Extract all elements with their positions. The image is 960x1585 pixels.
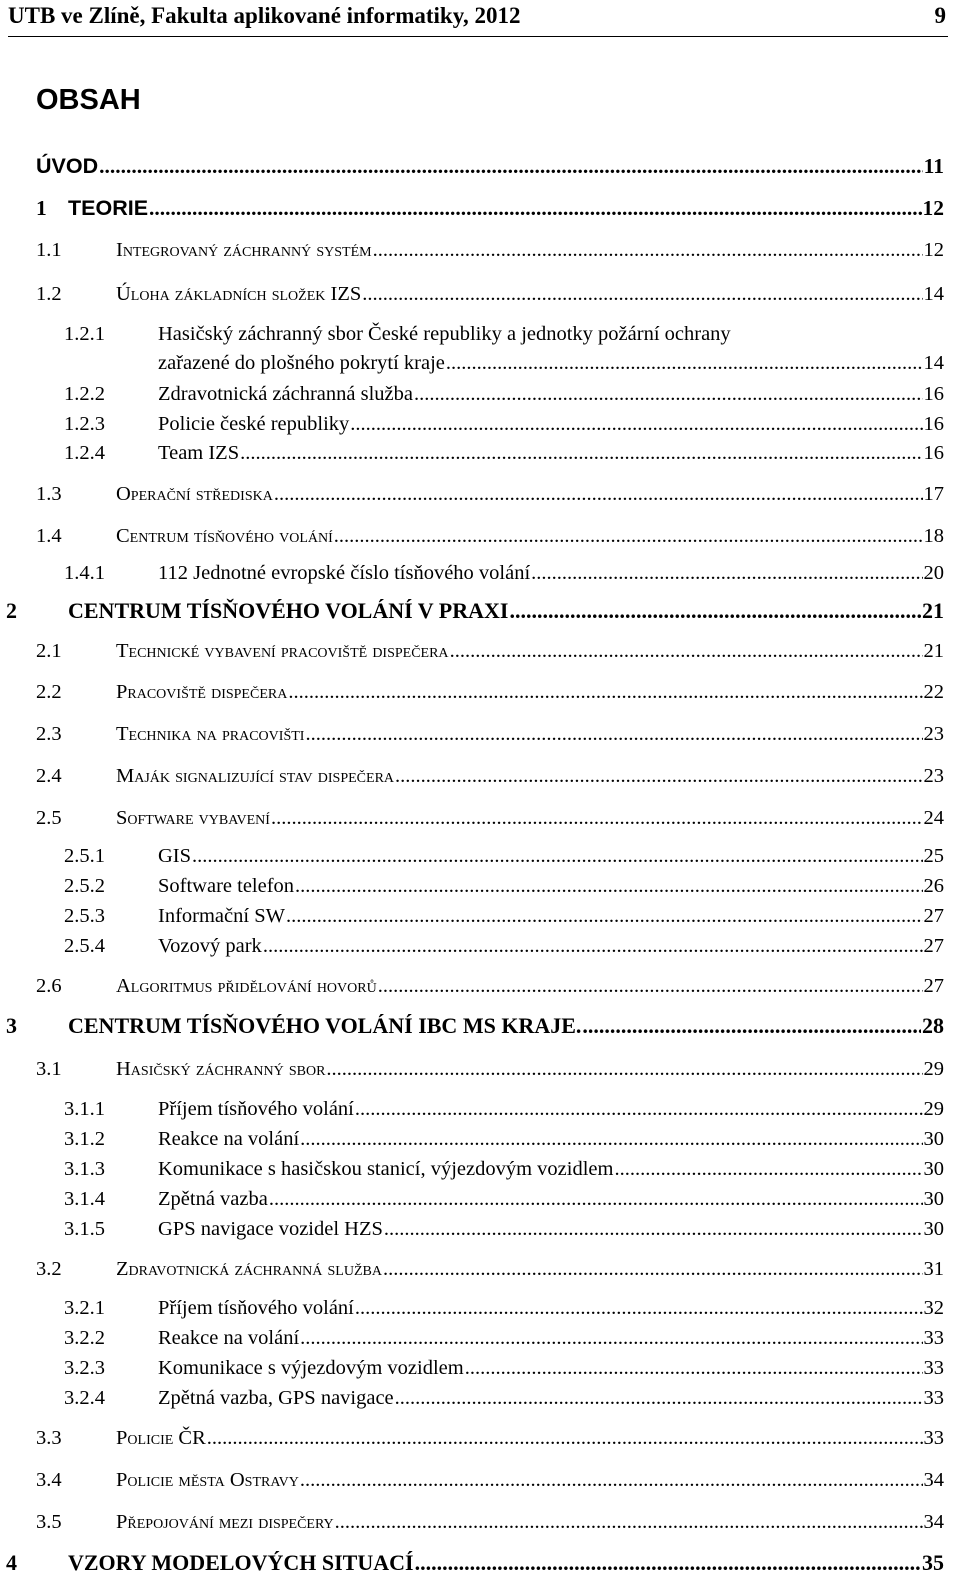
toc-entry-title: Příjem tísňového volání xyxy=(158,1297,354,1319)
toc-entry-number: 2.5.2 xyxy=(64,875,105,897)
toc-entry-3-2-2[interactable] xyxy=(64,1324,944,1352)
toc-entry-number: 1.2.4 xyxy=(64,442,105,464)
toc-leader xyxy=(509,597,921,625)
toc-entry-title: GIS xyxy=(158,845,192,867)
toc-entry-1-2[interactable] xyxy=(36,280,944,308)
toc-entry-number: 3.2.3 xyxy=(64,1357,105,1379)
toc-entry-page: 16 xyxy=(923,442,944,464)
toc-entry-3-1[interactable] xyxy=(36,1055,944,1083)
toc-leader xyxy=(286,902,923,930)
toc-leader xyxy=(355,1294,923,1322)
toc-entry-title: Zpětná vazba, GPS navigace xyxy=(158,1387,394,1409)
toc-entry-number: 2 xyxy=(6,598,17,623)
toc-leader xyxy=(465,1354,923,1382)
toc-entry-title: Vozový park xyxy=(158,935,262,957)
toc-entry-title: Zdravotnická záchranná služba xyxy=(116,1258,382,1280)
toc-entry-page: 25 xyxy=(923,845,944,867)
toc-entry-title: Hasičský záchranný sbor České republiky a jednotky požární ochrany xyxy=(158,323,731,345)
toc-entry-title: Algoritmus přidělování hovorů xyxy=(116,975,377,997)
toc-entry-2-2[interactable] xyxy=(36,678,944,706)
toc-entry-page: 30 xyxy=(923,1218,944,1240)
toc-leader xyxy=(149,194,921,222)
toc-entry-number: 1.2.2 xyxy=(64,383,105,405)
toc-entry-number: 3.1.4 xyxy=(64,1188,105,1210)
toc-entry-2-5-2[interactable] xyxy=(64,872,944,900)
toc-leader xyxy=(395,1384,923,1412)
toc-entry-page: 34 xyxy=(923,1511,944,1533)
toc-entry-3-2-3[interactable] xyxy=(64,1354,944,1382)
toc-entry-4[interactable] xyxy=(6,1549,944,1577)
toc-entry-number: 2.4 xyxy=(36,765,62,787)
toc-entry-number: 1.2 xyxy=(36,283,62,305)
toc-entry-1-2-4[interactable] xyxy=(64,439,944,467)
toc-entry-page: 27 xyxy=(923,935,944,957)
toc-entry-title: Příjem tísňového volání xyxy=(158,1098,354,1120)
toc-entry-1-2-1-line2[interactable] xyxy=(158,349,944,377)
toc-leader xyxy=(350,410,922,438)
toc-leader xyxy=(414,380,923,408)
toc-entry-title-continued: zařazené do plošného pokrytí kraje xyxy=(158,352,445,374)
toc-entry-page: 33 xyxy=(923,1387,944,1409)
toc-entry-number: 2.3 xyxy=(36,723,62,745)
toc-entry-title: Technika na pracovišti xyxy=(116,723,305,745)
toc-entry-title: TEORIE xyxy=(68,196,149,220)
toc-leader xyxy=(384,1215,923,1243)
toc-leader xyxy=(334,522,923,550)
toc-leader xyxy=(274,480,923,508)
toc-entry-title: Operační střediska xyxy=(116,483,273,505)
toc-entry-number: 3.1.3 xyxy=(64,1158,105,1180)
toc-entry-number: 3.5 xyxy=(36,1511,62,1533)
toc-entry-3-3[interactable] xyxy=(36,1424,944,1452)
toc-leader xyxy=(269,1185,923,1213)
toc-entry-title: Zdravotnická záchranná služba xyxy=(158,383,413,405)
toc-entry-page: 34 xyxy=(923,1469,944,1491)
toc-entry-number: 3.4 xyxy=(36,1469,62,1491)
toc-leader xyxy=(582,1012,921,1040)
toc-entry-number: 2.5.3 xyxy=(64,905,105,927)
toc-entry-2-4[interactable] xyxy=(36,762,944,790)
toc-entry-title: Zpětná vazba xyxy=(158,1188,268,1210)
toc-entry-title: Policie města Ostravy xyxy=(116,1469,299,1491)
toc-leader xyxy=(383,1255,923,1283)
toc-leader xyxy=(614,1155,922,1183)
toc-entry-number: 3.1 xyxy=(36,1058,62,1080)
toc-leader xyxy=(415,1549,921,1577)
toc-leader xyxy=(395,762,922,790)
toc-entry-page: 26 xyxy=(923,875,944,897)
toc-entry-number: 1.3 xyxy=(36,483,62,505)
toc-entry-number: 3.2 xyxy=(36,1258,62,1280)
toc-entry-title: CENTRUM TÍSŇOVÉHO VOLÁNÍ V PRAXI xyxy=(68,598,509,623)
toc-leader xyxy=(300,1324,922,1352)
toc-entry-2-5-4[interactable] xyxy=(64,932,944,960)
toc-entry-title: Komunikace s výjezdovým vozidlem xyxy=(158,1357,464,1379)
toc-entry-page: 21 xyxy=(922,598,944,623)
toc-leader xyxy=(240,439,922,467)
toc-entry-title: 112 Jednotné evropské číslo tísňového volání xyxy=(158,562,531,584)
toc-entry-page: 35 xyxy=(922,1550,944,1575)
toc-entry-number: 2.2 xyxy=(36,681,62,703)
toc-entry-title: VZORY MODELOVÝCH SITUACÍ xyxy=(68,1550,414,1575)
toc-entry-title: Reakce na volání xyxy=(158,1327,300,1349)
toc-entry-number: 1.1 xyxy=(36,239,62,261)
toc-entry-page: 14 xyxy=(923,352,944,374)
toc-entry-page: 29 xyxy=(923,1058,944,1080)
toc-entry-page: 33 xyxy=(923,1427,944,1449)
toc-entry-3-1-2[interactable] xyxy=(64,1125,944,1153)
toc-leader xyxy=(305,720,922,748)
toc-entry-1[interactable] xyxy=(36,194,944,222)
toc-entry-number: 2.5.1 xyxy=(64,845,105,867)
header-text: UTB ve Zlíně, Fakulta aplikované informatiky, 2012 xyxy=(8,3,521,28)
toc-entry-1-4[interactable] xyxy=(36,522,944,550)
toc-entry-title: Přepojování mezi dispečery xyxy=(116,1511,334,1533)
toc-entry-title: Komunikace s hasičskou stanicí, výjezdovým vozidlem xyxy=(158,1158,614,1180)
toc-leader xyxy=(207,1424,923,1452)
toc-entry-page: 30 xyxy=(923,1128,944,1150)
toc-leader xyxy=(378,972,923,1000)
toc-entry-page: 33 xyxy=(923,1357,944,1379)
toc-entry-page: 23 xyxy=(923,723,944,745)
toc-entry-number: 3.2.2 xyxy=(64,1327,105,1349)
toc-entry-1-2-1-line1[interactable] xyxy=(64,320,944,348)
toc-entry-number: 1.2.3 xyxy=(64,413,105,435)
toc-leader xyxy=(362,280,922,308)
toc-entry-page: 12 xyxy=(922,196,944,220)
toc-entry-2[interactable] xyxy=(6,597,944,625)
toc-entry-page: 30 xyxy=(923,1188,944,1210)
toc-entry-title: GPS navigace vozidel HZS xyxy=(158,1218,383,1240)
toc-entry-number: 3 xyxy=(6,1013,17,1038)
toc-leader xyxy=(300,1466,923,1494)
toc-entry-title: Software telefon xyxy=(158,875,295,897)
toc-entry-number: 2.5 xyxy=(36,807,62,829)
toc-leader xyxy=(295,872,922,900)
toc-entry-page: 11 xyxy=(923,154,944,178)
toc-entry-page: 33 xyxy=(923,1327,944,1349)
toc-leader xyxy=(373,236,923,264)
toc-entry-number: 3.3 xyxy=(36,1427,62,1449)
toc-entry-title: Maják signalizující stav dispečera xyxy=(116,765,395,787)
toc-leader xyxy=(192,842,922,870)
toc-leader xyxy=(300,1125,922,1153)
toc-entry-number: 2.1 xyxy=(36,640,62,662)
toc-entry-number: 1.4.1 xyxy=(64,562,105,584)
toc-entry-page: 24 xyxy=(923,807,944,829)
toc-entry-page: 32 xyxy=(923,1297,944,1319)
toc-entry-page: 27 xyxy=(923,975,944,997)
toc-entry-2-3[interactable] xyxy=(36,720,944,748)
toc-entry-title: Team IZS xyxy=(158,442,240,464)
header-page-number: 9 xyxy=(934,3,946,28)
toc-leader xyxy=(263,932,923,960)
toc-entry-page: 17 xyxy=(923,483,944,505)
toc-entry-page: 16 xyxy=(923,383,944,405)
toc-entry-page: 31 xyxy=(923,1258,944,1280)
toc-entry-number: 3.1.1 xyxy=(64,1098,105,1120)
toc-entry-page: 23 xyxy=(923,765,944,787)
toc-entry-title: Hasičský záchranný sbor xyxy=(116,1058,326,1080)
toc-leader xyxy=(326,1055,922,1083)
toc-entry-uvod[interactable] xyxy=(36,152,944,180)
toc-entry-title: Reakce na volání xyxy=(158,1128,300,1150)
toc-entry-title: ÚVOD xyxy=(36,154,99,178)
toc-entry-3-1-4[interactable] xyxy=(64,1185,944,1213)
toc-entry-number: 3.2.4 xyxy=(64,1387,105,1409)
toc-entry-page: 21 xyxy=(923,640,944,662)
toc-leader xyxy=(446,349,923,377)
toc-entry-2-5-1[interactable] xyxy=(64,842,944,870)
toc-entry-title: Technické vybavení pracoviště dispečera xyxy=(116,640,449,662)
toc-entry-number: 3.2.1 xyxy=(64,1297,105,1319)
toc-entry-3-4[interactable] xyxy=(36,1466,944,1494)
toc-leader xyxy=(450,637,923,665)
toc-entry-title: Informační SW xyxy=(158,905,285,927)
toc-entry-3-1-3[interactable] xyxy=(64,1155,944,1183)
toc-entry-page: 27 xyxy=(923,905,944,927)
toc-entry-number: 1 xyxy=(36,196,47,220)
toc-entry-number: 3.1.5 xyxy=(64,1218,105,1240)
toc-entry-2-5-3[interactable] xyxy=(64,902,944,930)
toc-leader xyxy=(335,1508,923,1536)
toc-entry-title: Pracoviště dispečera xyxy=(116,681,288,703)
toc-entry-page: 20 xyxy=(923,562,944,584)
toc-entry-number: 2.5.4 xyxy=(64,935,105,957)
toc-leader xyxy=(355,1095,923,1123)
toc-entry-page: 16 xyxy=(923,413,944,435)
toc-entry-1-1[interactable] xyxy=(36,236,944,264)
toc-entry-3-2-1[interactable] xyxy=(64,1294,944,1322)
toc-entry-page: 14 xyxy=(923,283,944,305)
toc-entry-title: CENTRUM TÍSŇOVÉHO VOLÁNÍ IBC MS KRAJE. xyxy=(68,1013,582,1038)
toc-entry-1-4-1[interactable] xyxy=(64,559,944,587)
toc-title: OBSAH xyxy=(36,84,141,116)
toc-leader xyxy=(271,804,923,832)
toc-entry-3[interactable] xyxy=(6,1012,944,1040)
toc-entry-page: 29 xyxy=(923,1098,944,1120)
toc-entry-number: 2.6 xyxy=(36,975,62,997)
toc-entry-number: 3.1.2 xyxy=(64,1128,105,1150)
toc-entry-1-2-3[interactable] xyxy=(64,410,944,438)
toc-entry-title: Centrum tísňového volání xyxy=(116,525,333,547)
toc-entry-title: Policie ČR xyxy=(116,1427,206,1449)
toc-entry-2-1[interactable] xyxy=(36,637,944,665)
toc-entry-3-1-1[interactable] xyxy=(64,1095,944,1123)
toc-entry-page: 12 xyxy=(923,239,944,261)
toc-entry-page: 30 xyxy=(923,1158,944,1180)
toc-entry-page: 22 xyxy=(923,681,944,703)
toc-entry-number: 4 xyxy=(6,1550,17,1575)
toc-entry-title: Integrovaný záchranný systém xyxy=(116,239,372,261)
toc-leader xyxy=(531,559,922,587)
toc-entry-3-2[interactable] xyxy=(36,1255,944,1283)
toc-entry-1-2-2[interactable] xyxy=(64,380,944,408)
toc-leader xyxy=(288,678,922,706)
toc-entry-title: Policie české republiky xyxy=(158,413,350,435)
toc-entry-title: Úloha základních složek IZS xyxy=(116,283,362,305)
toc-entry-3-1-5[interactable] xyxy=(64,1215,944,1243)
toc-entry-page: 18 xyxy=(923,525,944,547)
toc-entry-number: 1.2.1 xyxy=(64,323,105,345)
toc-leader xyxy=(99,152,923,180)
toc-entry-title: Software vybavení xyxy=(116,807,270,829)
toc-entry-3-2-4[interactable] xyxy=(64,1384,944,1412)
toc-entry-1-3[interactable] xyxy=(36,480,944,508)
toc-entry-2-5[interactable] xyxy=(36,804,944,832)
toc-entry-number: 1.4 xyxy=(36,525,62,547)
toc-entry-2-6[interactable] xyxy=(36,972,944,1000)
running-header xyxy=(8,0,948,37)
toc-entry-3-5[interactable] xyxy=(36,1508,944,1536)
toc-entry-page: 28 xyxy=(922,1013,944,1038)
